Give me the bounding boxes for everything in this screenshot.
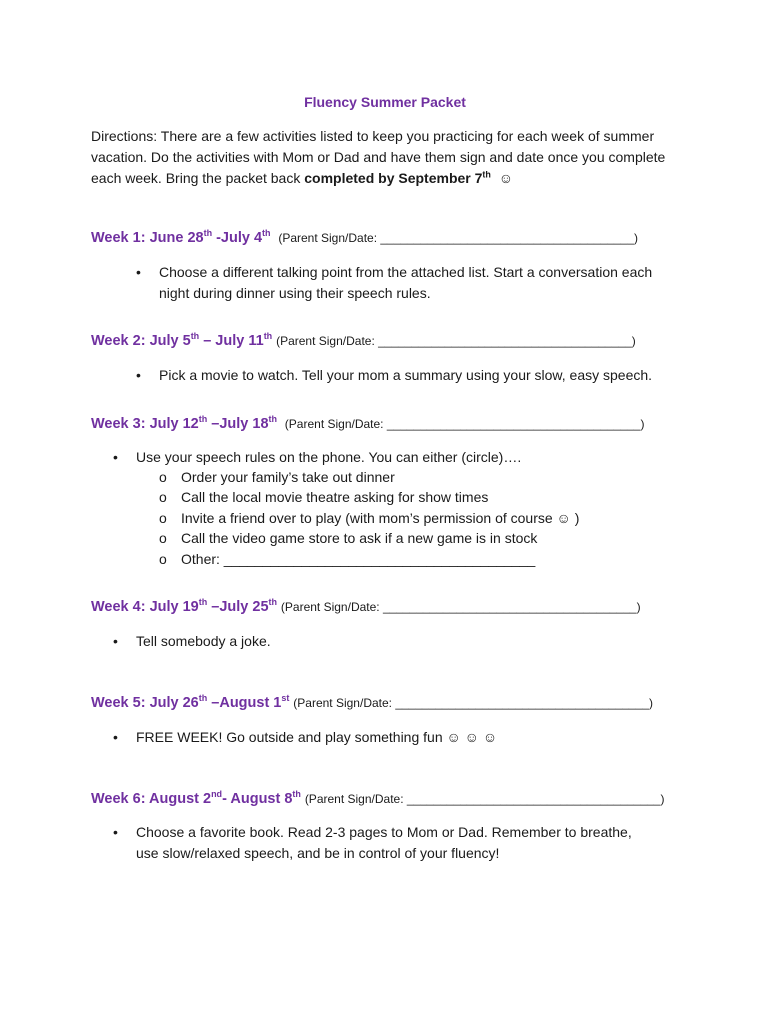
bullet-icon: •: [113, 449, 118, 465]
week-3-sign-field[interactable]: (Parent Sign/Date: ______________________________________): [284, 417, 645, 431]
week-1-item: [136, 262, 656, 304]
week-6-title-sup: nd: [211, 789, 223, 800]
sub-list-item[interactable]: [159, 549, 579, 569]
week-2-heading: [91, 332, 636, 349]
directions-deadline-sup: th: [482, 169, 491, 180]
week-6-title: Week 6: August 2: [91, 791, 212, 807]
sub-list-item[interactable]: [159, 487, 579, 507]
week-5-title-end: –August 1: [207, 695, 282, 711]
sub-item-text: Invite a friend over to play (with mom’s permission of course ☺ ): [181, 509, 580, 526]
week-5-heading: [91, 694, 653, 711]
week-3-title-end-sup: th: [268, 414, 278, 425]
directions-text: Directions: There are a few activities listed to keep you practicing for each week of summer vacation. Do the activities with Mom or Dad and have them sign and date once you complete each week. Bring the packet back: [91, 128, 666, 186]
circle-icon: o: [159, 530, 167, 547]
week-2-title-sup: th: [190, 331, 200, 342]
sub-list-item[interactable]: [159, 508, 579, 528]
week-5-title: Week 5: July 26: [91, 695, 199, 711]
week-1-title: Week 1: June 28: [91, 230, 204, 246]
week-4-title-sup: th: [198, 597, 208, 608]
week-1-title-end: -July 4: [212, 230, 263, 246]
week-6-title-end-sup: th: [292, 789, 301, 800]
week-1-heading: [91, 229, 638, 246]
week-4-title-end-sup: th: [268, 597, 278, 608]
week-5-sign-field[interactable]: (Parent Sign/Date: ______________________________________): [293, 696, 653, 710]
circle-icon: o: [159, 469, 167, 485]
week-2-title-end-sup: th: [263, 331, 273, 342]
circle-icon: o: [159, 509, 167, 526]
week-5-title-end-sup: st: [281, 693, 290, 704]
week-2-item-text: Pick a movie to watch. Tell your mom a summary using your slow, easy speech.: [159, 367, 653, 383]
week-3-title: Week 3: July 12: [91, 416, 199, 432]
bullet-icon: •: [136, 367, 141, 383]
week-1-sign-field[interactable]: (Parent Sign/Date: ______________________________________): [278, 231, 638, 245]
week-2-title: Week 2: July 5: [91, 333, 191, 349]
week-6-item-text: Choose a favorite book. Read 2-3 pages to Mom or Dad. Remember to breathe, use slow/relaxed speech, and be in control of your fluency!: [136, 824, 632, 861]
week-4-heading: [91, 598, 641, 615]
week-1-title-end-sup: th: [262, 228, 271, 239]
week-6-heading: [91, 790, 664, 807]
week-5-item: [113, 727, 673, 748]
week-2-title-end: – July 11: [199, 333, 264, 349]
sub-item-text: Other: ________________________________________: [181, 550, 536, 567]
week-3-sub-list: [159, 467, 579, 569]
week-3-heading: [91, 415, 644, 432]
week-3-item-text: Use your speech rules on the phone. You can either (circle)….: [136, 449, 522, 465]
sub-item-text: Order your family’s take out dinner: [181, 469, 395, 485]
week-1-title-sup: th: [203, 228, 213, 239]
bullet-icon: •: [113, 824, 118, 840]
week-4-sign-field[interactable]: (Parent Sign/Date: ______________________________________): [280, 600, 641, 614]
week-4-item-text: Tell somebody a joke.: [136, 633, 271, 649]
sub-item-text: Call the local movie theatre asking for show times: [181, 489, 489, 506]
bullet-icon: •: [113, 729, 118, 745]
week-3-item: [113, 447, 673, 468]
page-title: Fluency Summer Packet: [304, 94, 466, 110]
sub-item-text: Call the video game store to ask if a new game is in stock: [181, 530, 538, 547]
week-4-title: Week 4: July 19: [91, 599, 199, 615]
week-3-title-sup: th: [198, 414, 208, 425]
sub-list-item[interactable]: [159, 467, 579, 487]
week-4-item: [113, 631, 673, 652]
bullet-icon: •: [136, 264, 141, 280]
week-6-item: [113, 822, 658, 864]
week-6-sign-field[interactable]: (Parent Sign/Date: ______________________________________): [304, 792, 665, 806]
sub-list-item[interactable]: [159, 528, 579, 548]
week-2-sign-field[interactable]: (Parent Sign/Date: ______________________________________): [276, 334, 636, 348]
circle-icon: o: [159, 489, 167, 506]
week-1-item-text: Choose a different talking point from the attached list. Start a conversation each night during dinner using their speech rules.: [159, 264, 653, 301]
week-5-item-text: FREE WEEK! Go outside and play something fun ☺ ☺ ☺: [136, 729, 498, 745]
circle-icon: o: [159, 550, 167, 567]
directions-paragraph: [91, 126, 691, 189]
week-4-title-end: –July 25: [207, 599, 269, 615]
week-2-item: [136, 365, 676, 386]
week-5-title-sup: th: [198, 693, 208, 704]
smiley-icon: ☺: [498, 170, 513, 186]
directions-deadline: completed by September 7: [304, 170, 483, 186]
week-3-title-end: –July 18: [207, 416, 269, 432]
week-6-title-end: - August 8: [222, 791, 293, 807]
bullet-icon: •: [113, 633, 118, 649]
